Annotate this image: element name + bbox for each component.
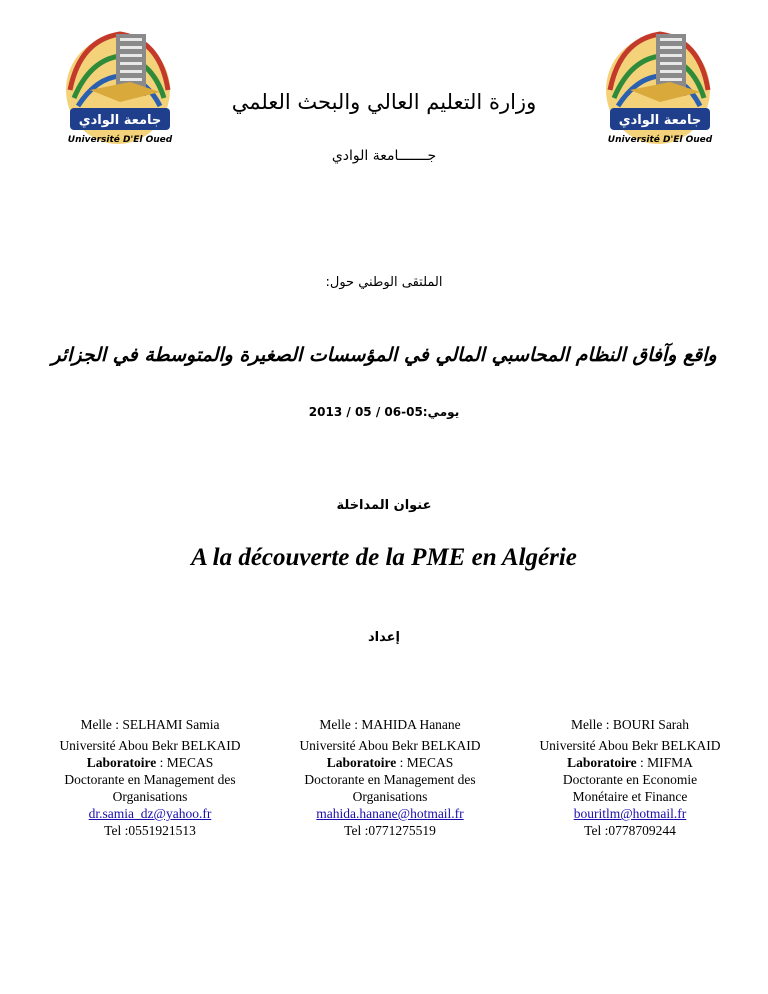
lab-label: Laboratoire — [567, 755, 637, 770]
talk-heading: عنوان المداخلة — [336, 498, 432, 513]
author-lab — [280, 754, 500, 771]
author-phone: Tel :0771275519 — [344, 823, 436, 838]
author-role: Organisations — [112, 789, 188, 804]
svg-text:جامعة الوادي: جامعة الوادي — [78, 113, 162, 128]
author-university: Université Abou Bekr BELKAID — [539, 738, 721, 753]
author-role: Doctorante en Economie — [562, 772, 698, 787]
author-role: Doctorante en Management des — [64, 772, 236, 787]
university-logo-icon — [600, 20, 720, 148]
author-name: Melle : BOURI Sarah — [570, 717, 690, 732]
author-university: Université Abou Bekr BELKAID — [59, 738, 241, 753]
ministry-title: وزارة التعليم العالي والبحث العلمي — [231, 90, 537, 114]
forum-theme: واقع وآفاق النظام المحاسبي المالي في المؤسسات الصغيرة والمتوسطة في الجزائر — [51, 344, 717, 366]
author-phone: Tel :0778709244 — [584, 823, 676, 838]
prepared-by-label: إعداد — [368, 630, 400, 645]
author-card — [520, 716, 740, 839]
author-email-link[interactable]: dr.samia_dz@yahoo.fr — [88, 806, 212, 821]
author-phone: Tel :0551921513 — [104, 823, 196, 838]
lab-label: Laboratoire — [326, 755, 397, 770]
lab-value: : MECAS — [156, 755, 214, 770]
forum-dates: يومي:05-06 / 05 / 2013 — [308, 405, 460, 419]
authors-section — [40, 716, 740, 839]
author-lab — [520, 754, 740, 771]
author-card — [40, 716, 260, 839]
author-role: Organisations — [352, 789, 428, 804]
svg-text:Université D'El Oued: Université D'El Oued — [67, 135, 173, 145]
university-name: جـــــــامعة الوادي — [331, 148, 437, 164]
lab-value: : MECAS — [396, 755, 454, 770]
author-email-link[interactable]: mahida.hanane@hotmail.fr — [316, 806, 464, 821]
university-logo-right — [600, 20, 720, 148]
author-role: Doctorante en Management des — [304, 772, 476, 787]
university-logo-icon — [60, 20, 180, 148]
author-role: Monétaire et Finance — [572, 789, 688, 804]
author-lab — [40, 754, 260, 771]
author-email-link[interactable]: bouritlm@hotmail.fr — [573, 806, 687, 821]
talk-title: A la découverte de la PME en Algérie — [191, 544, 577, 571]
author-university: Université Abou Bekr BELKAID — [299, 738, 481, 753]
lab-value: : MIFMA — [636, 755, 693, 770]
svg-text:جامعة الوادي: جامعة الوادي — [618, 113, 702, 128]
forum-label: الملتقى الوطني حول: — [325, 275, 443, 290]
lab-label: Laboratoire — [86, 755, 157, 770]
author-name: Melle : SELHAMI Samia — [80, 717, 220, 732]
university-logo-left — [60, 20, 180, 148]
svg-text:Université D'El Oued: Université D'El Oued — [607, 135, 713, 145]
author-name: Melle : MAHIDA Hanane — [319, 717, 461, 732]
author-card — [280, 716, 500, 839]
